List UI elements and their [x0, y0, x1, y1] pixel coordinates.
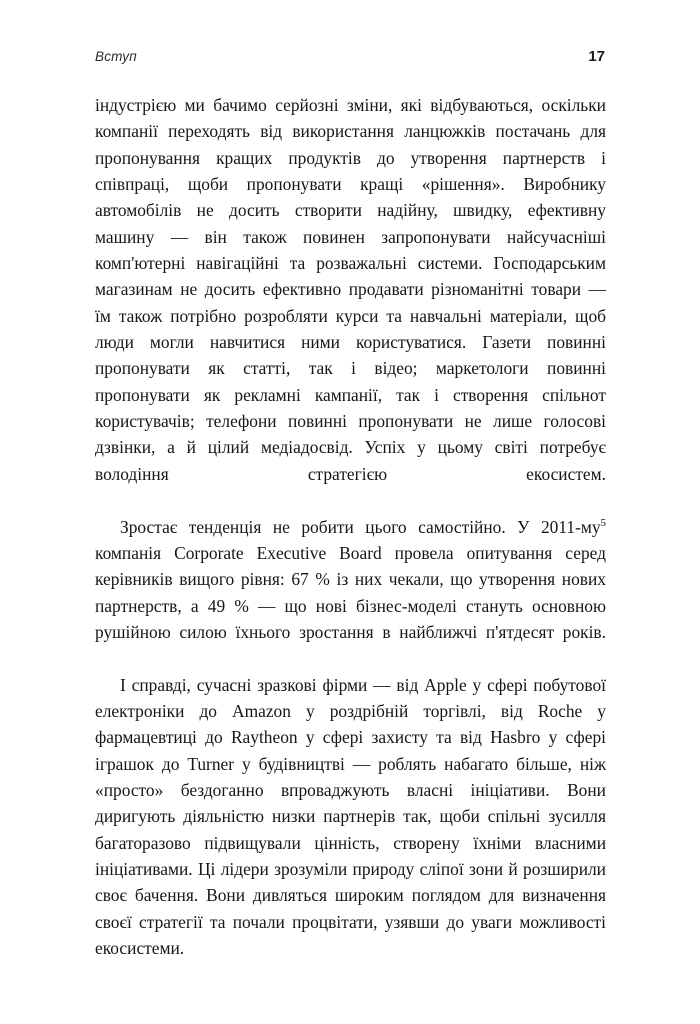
paragraph-2-text-after-footnote: компанія Corporate Executive Board провела опитування серед керівників вищого рівня: 67 % із них чекали, що утворення нових партнерств, а 49 % — що нові бізнес-моделі стануть основною рушійною силою їхнього зростання в найближчі п'ятдесят років.: [95, 542, 606, 642]
footnote-marker-5[interactable]: 5: [600, 516, 606, 529]
paragraph-2-text-before-footnote: Зростає тенденція не робити цього самостійно. У 2011-му: [120, 516, 601, 537]
paragraph-1: індустрією ми бачимо серйозні зміни, які відбуваються, оскільки компанії переходять від використання ланцюжків постачань для пропонування кращих продуктів до утворення партнерств і співпраці, щоби пропонувати кращі «рішення». Виробнику автомобілів не досить створити надійну, швидку, ефективну машину — він також повинен запропонувати найсучасніші комп'ютерні навігаційні та розважальні системи. Господарським магазинам не досить ефективно продавати різноманітні товари — їм також потрібно розробляти курси та навчальні матеріали, щоб люди могли навчитися ними користуватися. Газети повинні пропонувати як статті, так і відео; маркетологи повинні пропонувати як рекламні кампанії, так і створення спільнот користувачів; телефони повинні пропонувати не лише голосові дзвінки, а й цілий медіадосвід. Успіх у цьому світі потребує володіння стратегією екосистем.: [95, 95, 606, 484]
page-number: 17: [588, 48, 605, 65]
running-head-title: Вступ: [95, 49, 137, 64]
paragraph-3: І справді, сучасні зразкові фірми — від Apple у сфері побутової електроніки до Amazon у роздрібній торгівлі, від Roche у фармацевтиці до Raytheon у сфері захисту та від Hasbro у сфері іграшок до Turner у будівництві — роблять набагато більше, ніж «просто» бездоганно впроваджують власні ініціативи. Вони диригують діяльністю низки партнерів так, щоби спільні зусилля багаторазово підвищували цінність, створену їхніми власними ініціативами. Ці лідери зрозуміли природу сліпої зони й розширили своє бачення. Вони дивляться широким поглядом для визначення своєї стратегії та почали процвітати, узявши до уваги можливості екосистеми.: [95, 674, 606, 958]
paragraph-2: [95, 514, 606, 672]
body-text-block: [95, 92, 606, 988]
running-head: [95, 48, 605, 70]
